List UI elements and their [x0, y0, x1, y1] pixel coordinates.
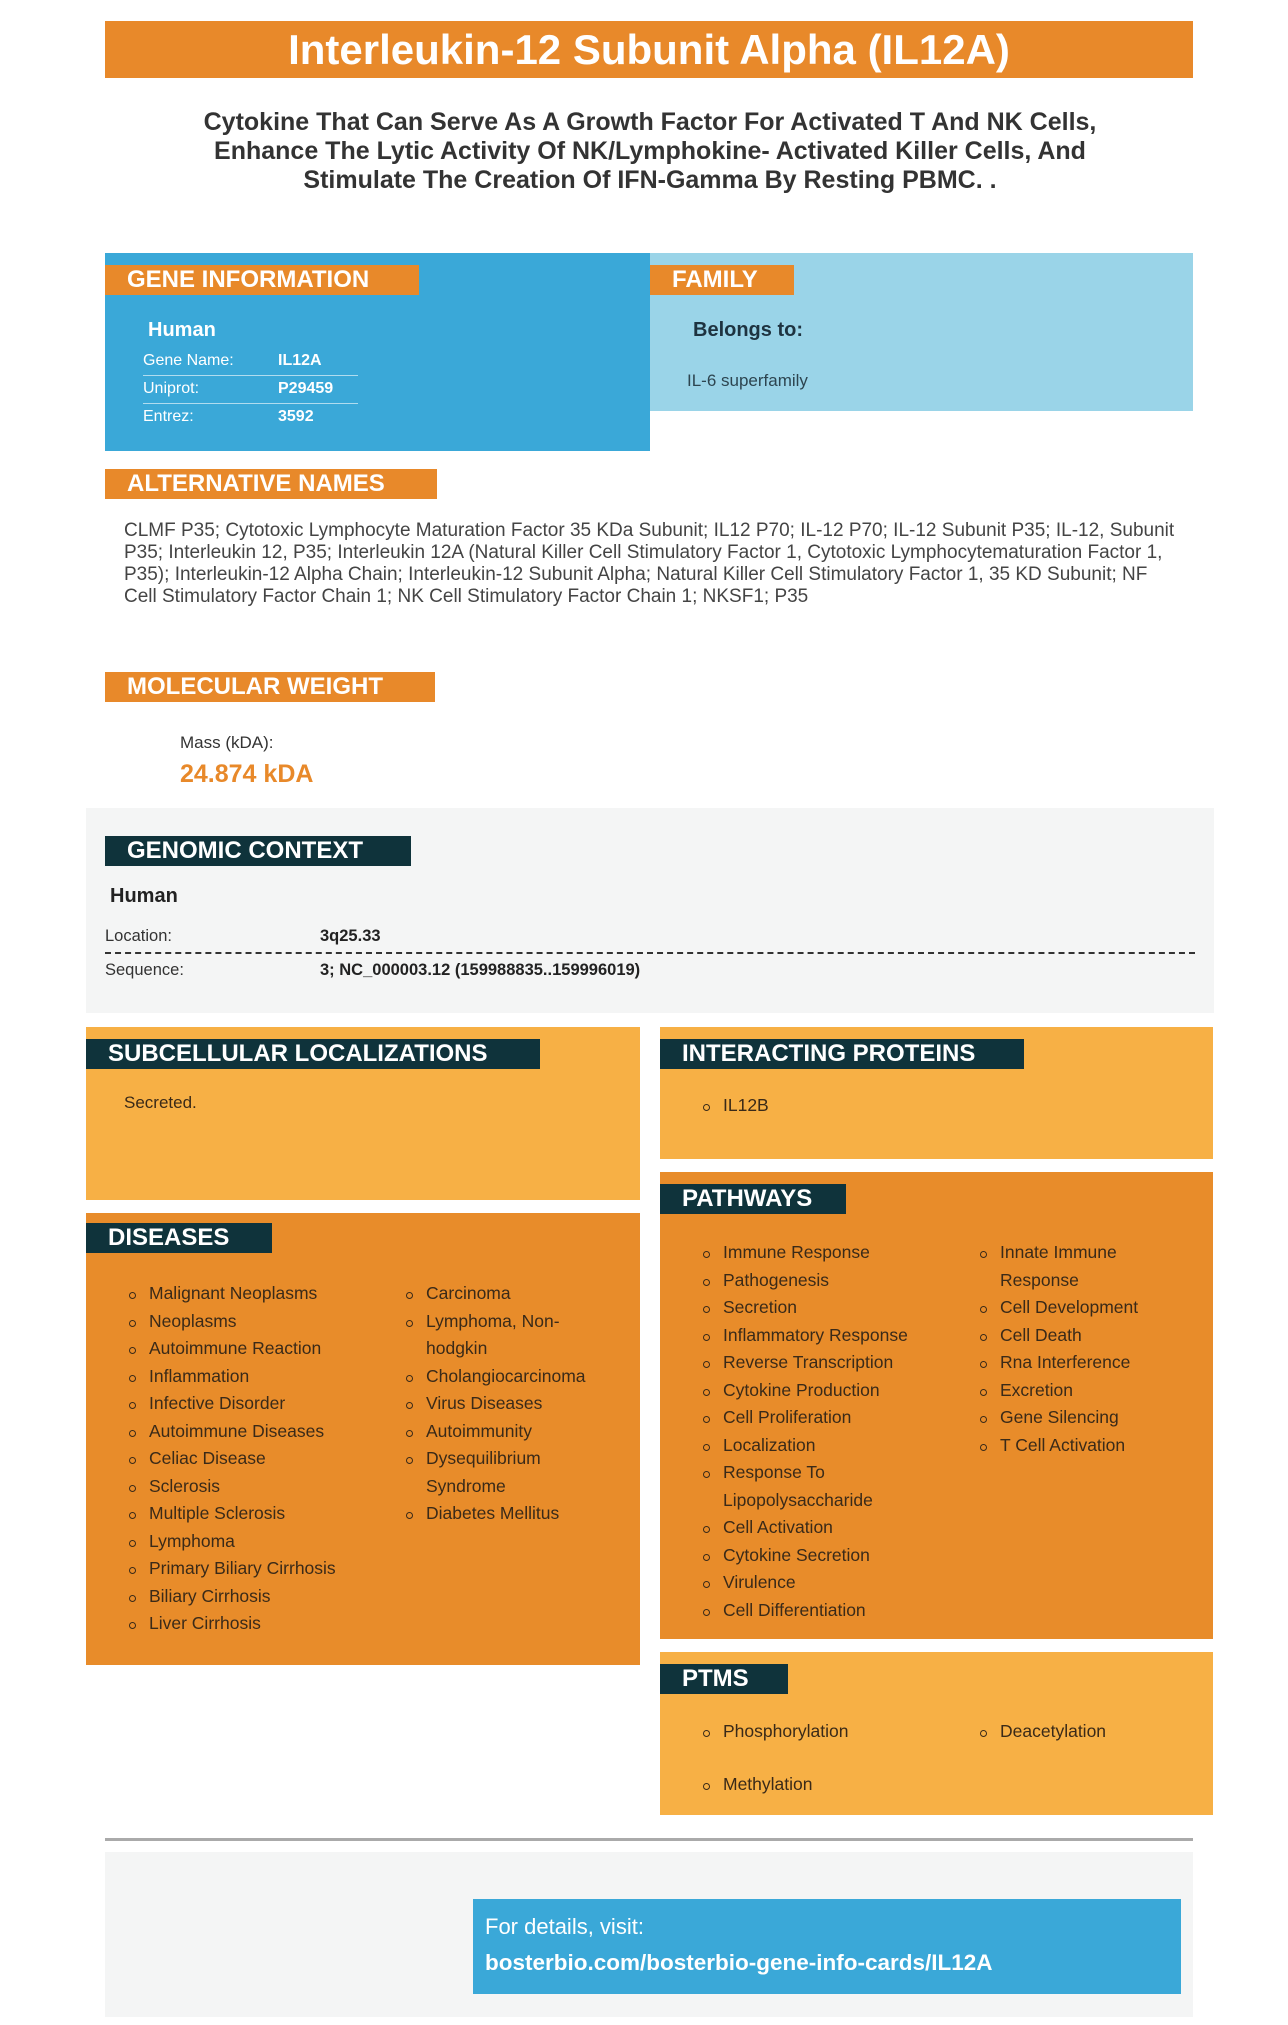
pathways-panel	[660, 1172, 1213, 1639]
genomic-context-panel	[86, 808, 1214, 1013]
ptms-panel	[660, 1652, 1213, 1815]
list-item: Immune Response	[700, 1239, 940, 1267]
list-item: Methylation	[700, 1771, 940, 1799]
list-item: Celiac Disease	[126, 1445, 371, 1473]
list-item: Dysequilibrium Syndrome	[403, 1445, 588, 1500]
entrez-row	[143, 405, 358, 431]
list-item: Carcinoma	[403, 1280, 588, 1308]
list-item: Lymphoma	[126, 1528, 371, 1556]
list-item: Reverse Transcription	[700, 1349, 940, 1377]
gene-name-row	[143, 349, 358, 376]
divider	[105, 952, 1195, 954]
ptms-list-col2	[977, 1718, 1177, 1746]
location-value: 3q25.33	[320, 927, 381, 945]
uniprot-row	[143, 377, 358, 404]
list-item: Cell Proliferation	[700, 1404, 940, 1432]
list-item: Gene Silencing	[977, 1404, 1177, 1432]
list-item: Virulence	[700, 1569, 940, 1597]
list-item: Deacetylation	[977, 1718, 1177, 1746]
gene-name-value: IL12A	[278, 352, 322, 369]
list-item: Autoimmunity	[403, 1418, 588, 1446]
genomic-species: Human	[110, 885, 178, 907]
visit-label: For details, visit:	[485, 1914, 644, 1939]
visit-panel	[473, 1899, 1181, 1994]
list-item: Cholangiocarcinoma	[403, 1363, 588, 1391]
gene-species: Human	[148, 319, 216, 341]
ptms-heading: PTMS	[660, 1664, 788, 1694]
entrez-label: Entrez:	[143, 408, 194, 425]
uniprot-label: Uniprot:	[143, 380, 200, 397]
mass-label: Mass (kDA):	[180, 733, 274, 752]
alternative-names-text: CLMF P35; Cytotoxic Lymphocyte Maturation Factor 35 KDa Subunit; IL12 P70; IL-12 P70; IL-12 Subunit P35; IL-12, Subunit P35; Interleukin 12, P35; Interleukin 12A (Natural Killer Cell Stimulatory Factor 1, Cytotoxic Lymphocytematuration Factor 1, P35); Interleukin-12 Alpha Chain; Interleukin-12 Subunit Alpha; Natural Killer Cell Stimulatory Factor 1, 35 KD Subunit; NF Cell Stimulatory Factor Chain 1; NK Cell Stimulatory Factor Chain 1; NKSF1; P35	[124, 520, 1175, 607]
list-item: Lymphoma, Non-hodgkin	[403, 1308, 588, 1363]
list-item: T Cell Activation	[977, 1432, 1177, 1460]
sequence-label: Sequence:	[105, 961, 184, 979]
list-item: Cell Death	[977, 1322, 1177, 1350]
list-item: Diabetes Mellitus	[403, 1500, 588, 1528]
diseases-panel	[86, 1213, 640, 1665]
pathways-list-col2	[977, 1239, 1177, 1459]
list-item: Cytokine Production	[700, 1377, 940, 1405]
list-item: Innate Immune Response	[977, 1239, 1177, 1294]
mass-value: 24.874 kDA	[180, 760, 314, 788]
list-item: Excretion	[977, 1377, 1177, 1405]
ptms-list-col1	[700, 1718, 940, 1798]
list-item: IL12B	[700, 1092, 769, 1120]
list-item: Biliary Cirrhosis	[126, 1583, 371, 1611]
list-item: Phosphorylation	[700, 1718, 940, 1746]
interacting-proteins-panel	[660, 1027, 1213, 1159]
list-item: Inflammation	[126, 1363, 371, 1391]
list-item: Virus Diseases	[403, 1390, 588, 1418]
pathways-list-col1	[700, 1239, 940, 1624]
list-item: Malignant Neoplasms	[126, 1280, 371, 1308]
location-label: Location:	[105, 927, 172, 945]
list-item: Cell Development	[977, 1294, 1177, 1322]
list-item: Cell Activation	[700, 1514, 940, 1542]
subcellular-heading: SUBCELLULAR LOCALIZATIONS	[86, 1039, 540, 1069]
subcellular-panel	[86, 1027, 640, 1200]
details-link[interactable]: bosterbio.com/bosterbio-gene-info-cards/IL12A	[485, 1950, 993, 1975]
list-item: Sclerosis	[126, 1473, 371, 1501]
list-item: Response To Lipopolysaccharide	[700, 1459, 940, 1514]
list-item: Autoimmune Reaction	[126, 1335, 371, 1363]
list-item: Localization	[700, 1432, 940, 1460]
list-item: Rna Interference	[977, 1349, 1177, 1377]
list-item: Primary Biliary Cirrhosis	[126, 1555, 371, 1583]
footer-divider	[105, 1838, 1193, 1841]
gene-information-panel	[105, 253, 650, 451]
alternative-names-heading: ALTERNATIVE NAMES	[105, 469, 437, 499]
uniprot-value: P29459	[278, 380, 334, 397]
family-panel	[650, 253, 1193, 411]
list-item: Inflammatory Response	[700, 1322, 940, 1350]
interacting-proteins-heading: INTERACTING PROTEINS	[660, 1039, 1024, 1069]
list-item: Liver Cirrhosis	[126, 1610, 371, 1638]
list-item: Pathogenesis	[700, 1267, 940, 1295]
list-item: Cytokine Secretion	[700, 1542, 940, 1570]
list-item: Secretion	[700, 1294, 940, 1322]
family-heading: FAMILY	[650, 265, 794, 295]
page-title: Interleukin-12 Subunit Alpha (IL12A)	[105, 21, 1193, 78]
diseases-list-col1	[126, 1280, 371, 1638]
list-item: Cell Differentiation	[700, 1597, 940, 1625]
sequence-value: 3; NC_000003.12 (159988835..159996019)	[320, 961, 641, 979]
interacting-proteins-list	[700, 1092, 769, 1120]
gene-information-heading: GENE INFORMATION	[105, 265, 419, 295]
genomic-context-heading: GENOMIC CONTEXT	[105, 836, 411, 866]
list-item: Autoimmune Diseases	[126, 1418, 371, 1446]
gene-name-label: Gene Name:	[143, 352, 234, 369]
subcellular-text: Secreted.	[124, 1093, 197, 1112]
family-value: IL-6 superfamily	[687, 371, 808, 390]
list-item: Neoplasms	[126, 1308, 371, 1336]
diseases-list-col2	[403, 1280, 588, 1528]
gene-description: Cytokine That Can Serve As A Growth Factor For Activated T And NK Cells, Enhance The Lytic Activity Of NK/Lymphokine- Activated Killer Cells, And Stimulate The Creation Of IFN-Gamma By Resting PBMC. .	[203, 108, 1097, 194]
list-item: Multiple Sclerosis	[126, 1500, 371, 1528]
belongs-to-label: Belongs to:	[693, 319, 803, 341]
diseases-heading: DISEASES	[86, 1223, 272, 1253]
pathways-heading: PATHWAYS	[660, 1184, 846, 1214]
list-item: Infective Disorder	[126, 1390, 371, 1418]
molecular-weight-heading: MOLECULAR WEIGHT	[105, 672, 435, 702]
entrez-value: 3592	[278, 408, 314, 425]
